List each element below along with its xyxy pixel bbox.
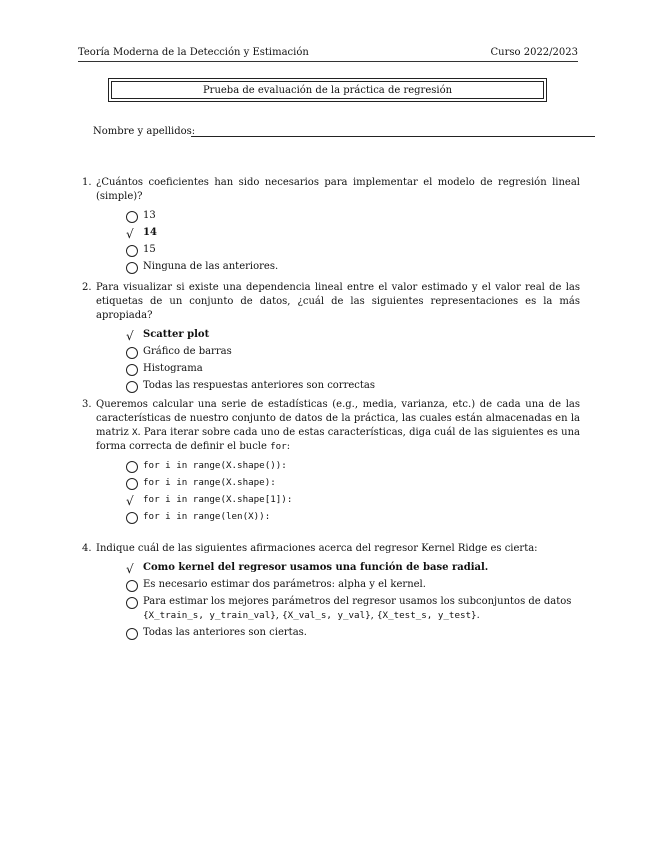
name-field (93, 126, 595, 140)
check-icon: √ (126, 329, 134, 343)
option-text: Todas las anteriores son ciertas. (143, 627, 307, 638)
question-3 (80, 398, 580, 527)
option-text-g: . (476, 610, 480, 621)
circle-icon[interactable] (126, 580, 138, 592)
option-code: for i in range(len(X)): (143, 511, 271, 522)
name-label: Nombre y apellidos: (93, 126, 196, 137)
title-box-inner (111, 81, 544, 99)
question-stem (80, 281, 580, 323)
circle-icon[interactable] (126, 628, 138, 640)
course-name: Teoría Moderna de la Detección y Estimación (78, 47, 309, 58)
code-for: for (270, 441, 287, 452)
question-number: 3. (82, 399, 92, 410)
option-text-c: , (275, 610, 283, 621)
option-code: for i in range(X.shape()): (143, 460, 287, 471)
option-correct[interactable] (126, 328, 580, 345)
code-matrix: X (131, 427, 138, 438)
option-code: for i in range(X.shape[1]): (143, 494, 293, 505)
option-text: Histograma (143, 363, 203, 374)
option-list (126, 561, 580, 643)
option-text: Ninguna de las anteriores. (143, 261, 279, 272)
option[interactable] (126, 379, 580, 396)
option-text: Scatter plot (143, 329, 210, 340)
question-number: 4. (82, 543, 92, 554)
option-correct[interactable] (126, 226, 580, 243)
option[interactable] (126, 362, 580, 379)
option-list (126, 459, 580, 527)
circle-icon[interactable] (126, 461, 138, 473)
question-text-a: Queremos calcular una serie de estadísticas (e.g., media, varianza, etc.) de cada una de las características de nuestro conjunto de datos de la práctica, las cuales están almacenadas en la matriz (96, 399, 580, 438)
option[interactable] (126, 595, 580, 626)
option-text: 13 (143, 210, 156, 221)
option-correct[interactable] (126, 561, 580, 578)
page-header (78, 47, 578, 63)
circle-icon[interactable] (126, 211, 138, 223)
header-rule (78, 61, 578, 62)
name-line[interactable] (191, 136, 595, 137)
option[interactable] (126, 459, 580, 476)
option-correct[interactable] (126, 493, 580, 510)
question-text-e: : (286, 441, 291, 452)
option-text: Gráfico de barras (143, 346, 232, 357)
option-text: Como kernel del regresor usamos una función de base radial. (143, 562, 489, 573)
option[interactable] (126, 510, 580, 527)
course-year: Curso 2022/2023 (490, 47, 578, 58)
check-icon: √ (126, 494, 134, 508)
circle-icon[interactable] (126, 597, 138, 609)
circle-icon[interactable] (126, 381, 138, 393)
circle-icon[interactable] (126, 347, 138, 359)
option-text-a: Para estimar los mejores parámetros del regresor usamos los subconjuntos de datos (143, 596, 572, 607)
circle-icon[interactable] (126, 512, 138, 524)
question-text: ¿Cuántos coeficientes han sido necesarios para implementar el modelo de regresión lineal (simple)? (96, 177, 580, 202)
question-2 (80, 281, 580, 396)
code-train-set: {X_train_s, y_train_val} (143, 610, 276, 621)
option-text: 15 (143, 244, 156, 255)
question-stem (80, 542, 580, 556)
circle-icon[interactable] (126, 262, 138, 274)
question-text: Indique cuál de las siguientes afirmaciones acerca del regresor Kernel Ridge es cierta: (96, 543, 538, 554)
option[interactable] (126, 345, 580, 362)
check-icon: √ (126, 562, 134, 576)
page-title: Prueba de evaluación de la práctica de regresión (202, 84, 453, 96)
question-4 (80, 542, 580, 643)
check-icon: √ (126, 227, 134, 241)
option-text: Es necesario estimar dos parámetros: alpha y el kernel. (143, 579, 426, 590)
title-box (108, 78, 547, 102)
option-code: for i in range(X.shape): (143, 477, 276, 488)
question-number: 2. (82, 282, 92, 293)
circle-icon[interactable] (126, 245, 138, 257)
circle-icon[interactable] (126, 364, 138, 376)
option[interactable] (126, 260, 580, 277)
question-number: 1. (82, 177, 92, 188)
question-text: Para visualizar si existe una dependencia lineal entre el valor estimado y el valor real de las etiquetas de un conjunto de datos, ¿cuál de las siguientes representaciones es la más apropiada? (96, 282, 580, 321)
option-list (126, 328, 580, 396)
question-text-c: . Para iterar sobre cada uno de estas características, diga cuál de las siguientes es una forma correcta de definir el bucle (96, 427, 580, 452)
option[interactable] (126, 209, 580, 226)
question-stem (80, 176, 580, 204)
option-text: 14 (143, 227, 157, 238)
option-list (126, 209, 580, 277)
option-text: Todas las respuestas anteriores son correctas (143, 380, 376, 391)
option[interactable] (126, 476, 580, 493)
option[interactable] (126, 626, 580, 643)
option[interactable] (126, 578, 580, 595)
question-stem (80, 398, 580, 454)
question-1 (80, 176, 580, 277)
code-val-set: {X_val_s, y_val} (282, 610, 371, 621)
option[interactable] (126, 243, 580, 260)
circle-icon[interactable] (126, 478, 138, 490)
code-test-set: {X_test_s, y_test} (377, 610, 477, 621)
option-text-e: , (370, 610, 377, 621)
